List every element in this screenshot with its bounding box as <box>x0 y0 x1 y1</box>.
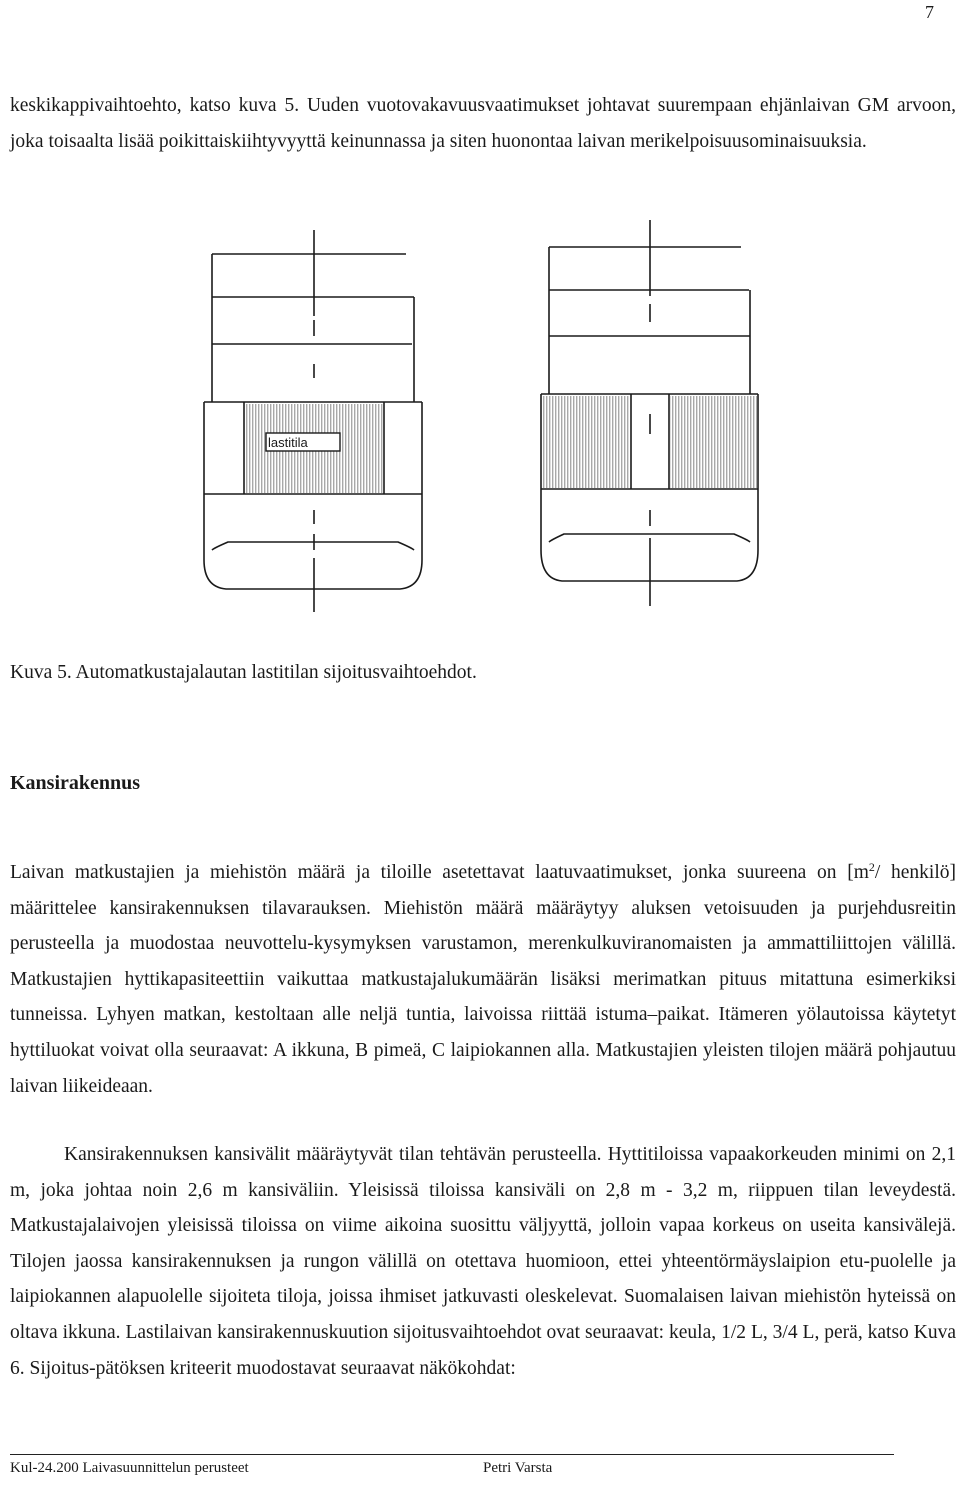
intro-paragraph: keskikappivaihtoehto, katso kuva 5. Uuden vuotovakavuusvaatimukset johtavat suurempaan ehjänlaivan GM arvoon, joka toisaalta lisää poikittaiskiihtyvyyttä keinunnassa ja siten huonontaa laivan merikelpoisuusominaisuuksia. <box>10 95 956 152</box>
paragraph-2-text: Kansirakennuksen kansivälit määräytyvät tilan tehtävän perusteella. Hyttitiloissa vapaakorkeuden minimi on 2,1 m, joka johtaa noin 2,6 m kansiväliin. Yleisissä tiloissa kansiväli on 2,8 m - 3,2 m, riippuen tilan leveydestä. Matkustajalaivojen yleisissä tiloissa on viime aikoina suosittu väljyyttä, jolloin vapaa korkeus on useita kansivälejä. Tilojen jaossa kansirakennuksen ja rungon välillä on otettava huomioon, ettei yhteentörmäyslaipion etu-puolelle ja laipiokannen alapuolelle sijoiteta tiloja, joissa ihmiset jatkuvasti oleskelevat. Suomalaisen laivan miehistön hyteissä on oltava ikkuna. Lastilaivan kansirakennuskuution sijoitusvaihtoehdot ovat seuraavat: keula, 1/2 L, 3/4 L, perä, katso Kuva 6. Sijoitus-pätöksen kriteerit muodostavat seuraavat näkökohdat: <box>10 1144 956 1379</box>
section-paragraph-1 <box>10 855 956 1104</box>
ship-cross-section-figure <box>0 212 960 632</box>
paragraph-1-start: Laivan matkustajien ja miehistön määrä ja tiloille asetettavat laatuvaatimukset, jonka suureena on [m <box>10 862 869 883</box>
section-paragraph-2 <box>10 1137 956 1386</box>
footer-author: Petri Varsta <box>483 1460 553 1476</box>
footer-rule <box>10 1454 894 1455</box>
right-cargo-space-port <box>542 396 630 488</box>
cargo-label: lastitila <box>268 435 308 450</box>
page-number: 7 <box>925 2 934 22</box>
figure-caption: Kuva 5. Automatkustajalautan lastitilan sijoitusvaihtoehdot. <box>10 662 477 683</box>
section-heading: Kansirakennus <box>10 772 141 794</box>
right-cargo-space-starboard <box>670 396 757 488</box>
left-hull-bottom <box>204 560 422 589</box>
footer-course: Kul-24.200 Laivasuunnittelun perusteet <box>10 1460 249 1476</box>
paragraph-1-rest: / henkilö] määrittelee kansirakennuksen tilavarauksen. Miehistön määrä määräytyy aluksen vetoisuuden ja purjehdusreitin perusteella ja muodostaa neuvottelu-kysymyksen varustamon, merenkulkuviranomaisten ja ammattiliittojen välillä. Matkustajien hyttikapasiteettiin vaikuttaa matkustajalukumäärän lisäksi merimatkan pituus mitattuna esimerkiksi tunneissa. Lyhyen matkan, kestoltaan alle neljä tuntia, laivoissa riittää istuma–paikat. Itämeren yölautoissa käytetyt hyttiluokat voivat olla seuraavat: A ikkuna, B pimeä, C laipiokannen alla. Matkustajien yleisten tilojen määrä pohjautuu laivan liikeideaan. <box>10 862 956 1097</box>
paragraph-1-superscript: 2 <box>868 860 875 874</box>
left-inner-bottom <box>212 542 414 550</box>
